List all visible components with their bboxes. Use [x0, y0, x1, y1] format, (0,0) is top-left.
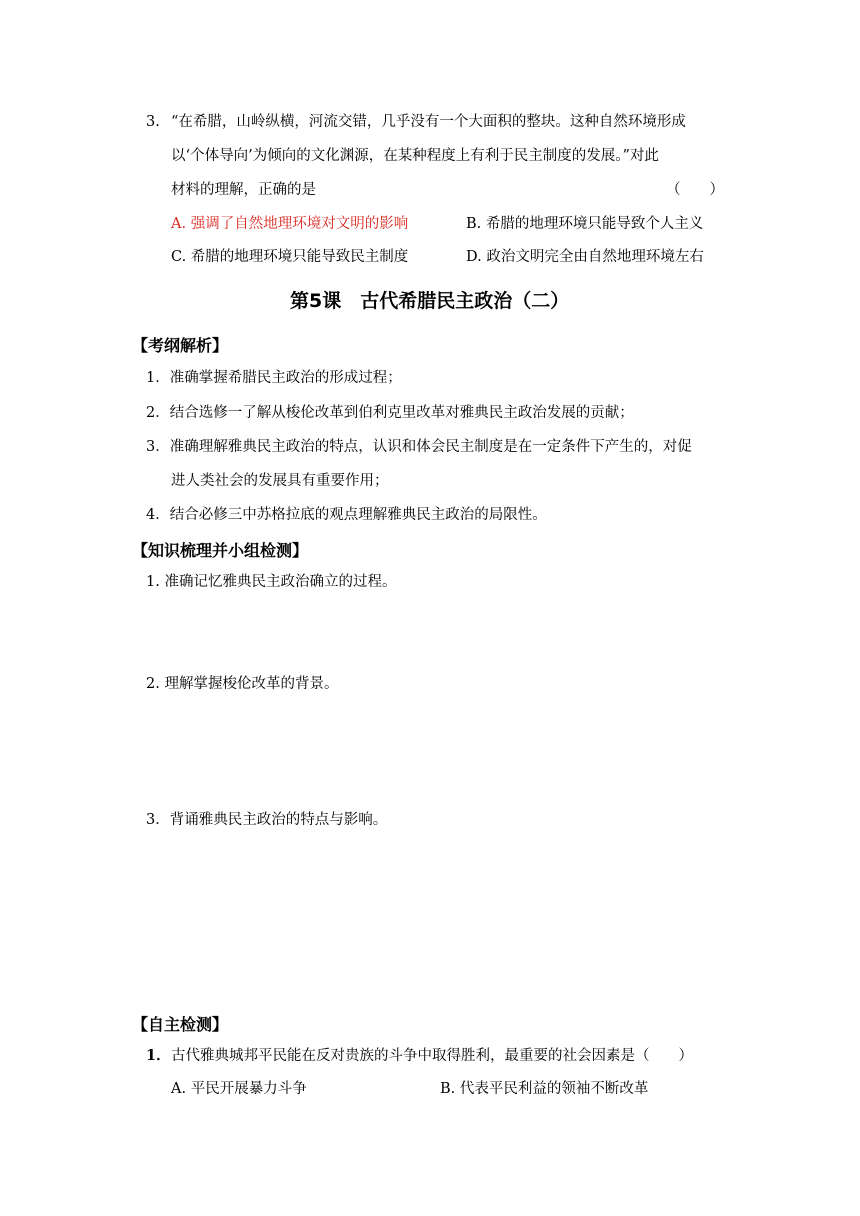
syllabus-item: 3．准确理解雅典民主政治的特点，认识和体会民主制度是在一定条件下产生的，对促	[146, 439, 692, 455]
option-a-correct: A. 强调了自然地理环境对文明的影响	[171, 216, 409, 232]
question-3-line-1: “在希腊，山岭纵横，河流交错，几乎没有一个大面积的整块。这种自然环境形成	[171, 114, 686, 130]
syllabus-item: 1．准确掌握希腊民主政治的形成过程；	[146, 370, 402, 386]
option-b: B. 希腊的地理环境只能导致个人主义	[466, 216, 704, 232]
self-check-question-text: 古代雅典城邦平民能在反对贵族的斗争中取得胜利，最重要的社会因素是（ ）	[171, 1048, 693, 1064]
self-check-option-b: B. 代表平民利益的领袖不断改革	[440, 1081, 649, 1097]
syllabus-heading: 【考纲解析】	[132, 336, 229, 355]
knowledge-heading: 【知识梳理并小组检测】	[132, 541, 309, 560]
syllabus-item-continued: 进人类社会的发展具有重要作用；	[171, 473, 389, 489]
question-3-line-2: 以‘个体导向’为倾向的文化渊源，在某种程度上有利于民主制度的发展。”对此	[171, 148, 659, 164]
self-check-option-a: A. 平民开展暴力斗争	[171, 1081, 307, 1097]
option-c: C. 希腊的地理环境只能导致民主制度	[171, 249, 409, 265]
syllabus-item: 4．结合必修三中苏格拉底的观点理解雅典民主政治的局限性。	[146, 507, 547, 523]
syllabus-item: 2．结合选修一了解从梭伦改革到伯利克里改革对雅典民主政治发展的贡献；	[146, 405, 634, 421]
knowledge-item: 2. 理解掌握梭伦改革的背景。	[146, 676, 339, 692]
question-3-number: 3.	[146, 114, 160, 130]
answer-parentheses: （ ）	[666, 182, 724, 198]
knowledge-item: 1. 准确记忆雅典民主政治确立的过程。	[146, 574, 397, 590]
option-d: D. 政治文明完全由自然地理环境左右	[466, 249, 704, 265]
knowledge-item: 3．背诵雅典民主政治的特点与影响。	[146, 812, 388, 828]
question-3-line-3: 材料的理解，正确的是	[171, 182, 316, 198]
lesson-title: 第5课 古代希腊民主政治（二）	[290, 290, 570, 312]
self-check-heading: 【自主检测】	[132, 1015, 229, 1034]
self-check-question-number: 1．	[146, 1047, 171, 1064]
